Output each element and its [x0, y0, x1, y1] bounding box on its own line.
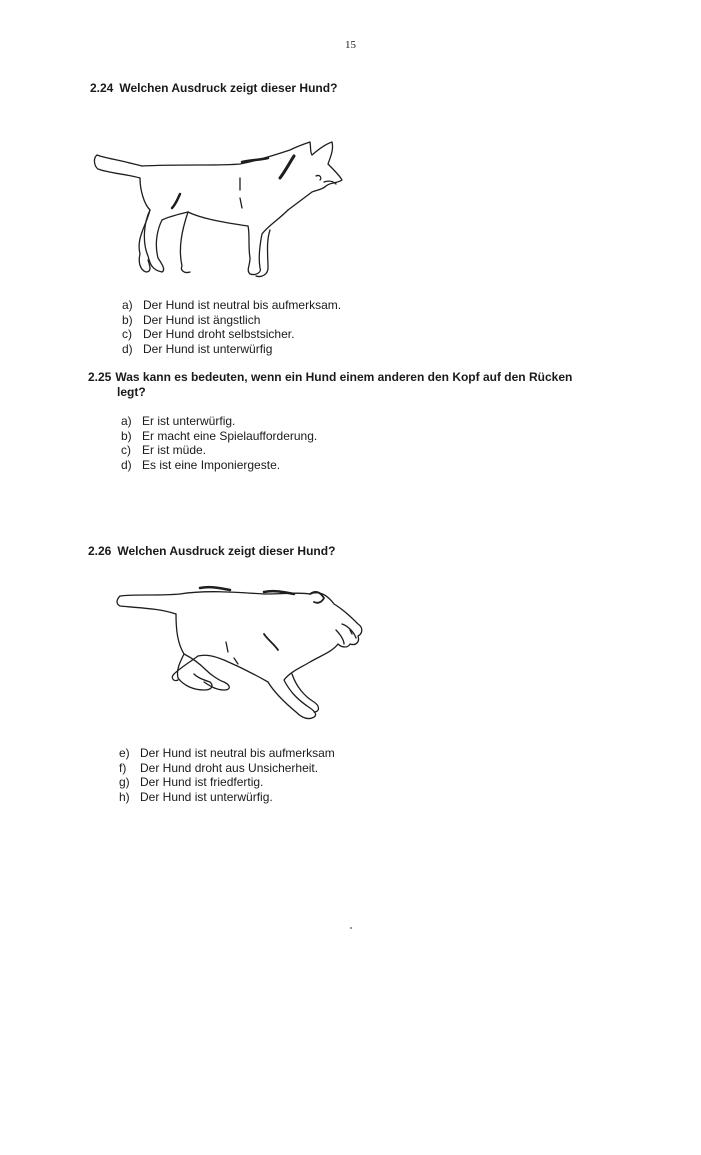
answer-option[interactable]: f) Der Hund droht aus Unsicherheit. [119, 760, 319, 775]
answer-option[interactable]: h) Der Hund ist unterwürfig. [119, 790, 273, 805]
answer-options-2-24 [122, 298, 341, 357]
answer-option[interactable]: a) Er ist unterwürfig. [121, 414, 236, 428]
answer-option[interactable]: b) Der Hund ist ängstlich [122, 312, 261, 327]
question-heading-2-25 [88, 370, 572, 384]
answer-options-2-26 [119, 746, 335, 805]
question-heading-2-24 [90, 81, 337, 95]
answer-option[interactable]: c) Der Hund droht selbstsicher. [122, 327, 295, 342]
dog-illustration-insecure-threat [114, 582, 374, 727]
answer-options-2-25 [121, 414, 317, 473]
question-number: 2.26 [88, 544, 112, 558]
question-number: 2.24 [90, 81, 114, 95]
scan-speck [350, 927, 352, 929]
question-title: Welchen Ausdruck zeigt dieser Hund? [117, 544, 336, 558]
answer-option[interactable]: b) Er macht eine Spielaufforderung. [121, 428, 318, 443]
question-title-continued: legt? [117, 385, 146, 399]
question-number: 2.25 [88, 370, 112, 384]
answer-option[interactable]: a) Der Hund ist neutral bis aufmerksam. [122, 298, 342, 312]
answer-option[interactable]: c) Er ist müde. [121, 443, 207, 458]
page-number: 15 [345, 39, 356, 51]
answer-option[interactable]: g) Der Hund ist friedfertig. [119, 775, 264, 790]
answer-option[interactable]: d) Es ist eine Imponiergeste. [121, 458, 281, 473]
answer-option[interactable]: d) Der Hund ist unterwürfig [122, 342, 273, 357]
question-title: Welchen Ausdruck zeigt dieser Hund? [119, 81, 338, 95]
dog-illustration-confident-threat [90, 138, 350, 288]
question-title: Was kann es bedeuten, wenn ein Hund einem anderen den Kopf auf den Rücken [115, 370, 573, 384]
answer-option[interactable]: e) Der Hund ist neutral bis aufmerksam [119, 746, 335, 760]
question-heading-2-26 [88, 544, 335, 558]
